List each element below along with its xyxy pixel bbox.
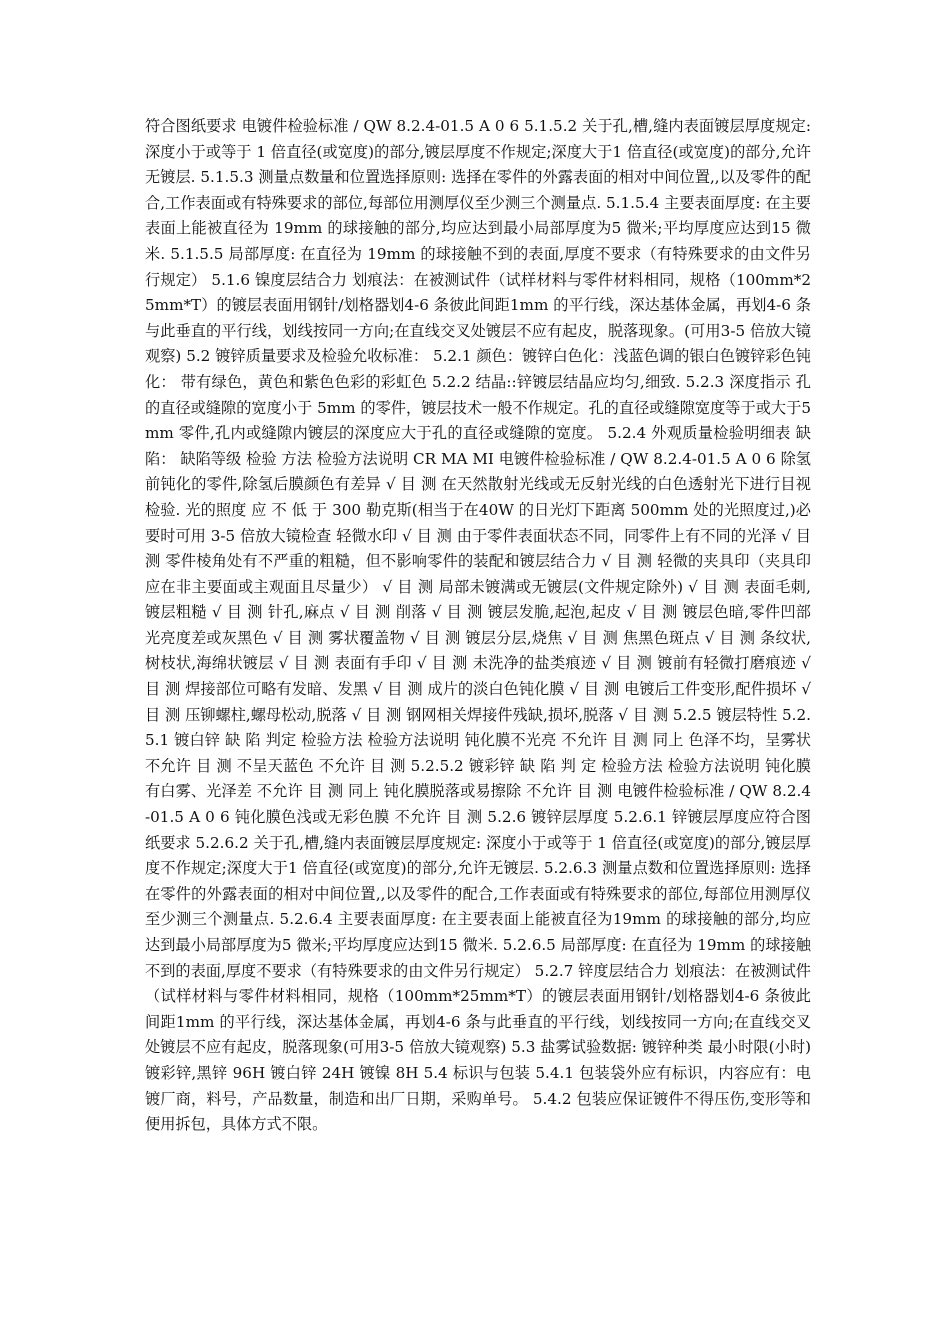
document-body-text: 符合图纸要求 电镀件检验标准 / QW 8.2.4-01.5 A 0 6 5.1.5.2 关于孔,槽,缝内表面镀层厚度规定: 深度小于或等于 1 倍直径(或宽度)的部分,镀层厚度不作规定;深度大于1 倍直径(或宽度)的部分,允许无镀层. 5.1.5.3 测量点数量和位置选择原则: 选择在零件的外露表面的相对中间位置,,以及零件的配合,工作表面或有特殊要求的部位,每部位用测厚仪至少测三个测量点. 5.1.5.4 主要表面厚度: 在主要表面上能被直径为 19mm 的球接触的部分,均应达到最小局部厚度为5 微米;平均厚度应达到15 微米. 5.1.5.5 局部厚度: 在直径为 19mm 的球接触不到的表面,厚度不要求（有特殊要求的由文件另行规定） 5.1.6 镍度层结合力 划痕法：在被测试件（试样材料与零件材料相同，规格（100mm*25mm*T）的镀层表面用钢针/划格器划4-6 条彼此间距1mm 的平行线，深达基体金属，再划4-6 条与此垂直的平行线，划线按同一方向;在直线交叉处镀层不应有起皮，脱落现象。(可用3-5 倍放大镜观察) 5.2 镀锌质量要求及检验允收标准： 5.2.1 颜色：镀锌白色化：浅蓝色调的银白色镀锌彩色钝化： 带有绿色，黄色和紫色色彩的彩虹色 5.2.2 结晶::锌镀层结晶应均匀,细致. 5.2.3 深度指示 孔的直径或缝隙的宽度小于 5mm 的零件，镀层技术一般不作规定。孔的直径或缝隙宽度等于或大于5mm 零件,孔内或缝隙内镀层的深度应大于孔的直径或缝隙的宽度。 5.2.4 外观质量检验明细表 缺 陷： 缺陷等级 检验 方法 检验方法说明 CR MA MI 电镀件检验标准 / QW 8.2.4-01.5 A 0 6 除氢前钝化的零件,除氢后膜颜色有差异 √ 目 测 在天然散射光线或无反射光线的白色透射光下进行目视检验. 光的照度 应 不 低 于 300 勒克斯(相当于在40W 的日光灯下距离 500mm 处的光照度过,)必要时可用 3-5 倍放大镜检查 轻微水印 √ 目 测 由于零件表面状态不同，同零件上有不同的光泽 √ 目 测 零件棱角处有不严重的粗糙，但不影响零件的装配和镀层结合力 √ 目 测 轻微的夹具印（夹具印应在非主要面或主观面且尽量少） √ 目 测 局部未镀满或无镀层(文件规定除外) √ 目 测 表面毛刺,镀层粗糙 √ 目 测 针孔,麻点 √ 目 测 削落 √ 目 测 镀层发脆,起泡,起皮 √ 目 测 镀层色暗,零件凹部光亮度差或灰黑色 √ 目 测 雾状覆盖物 √ 目 测 镀层分层,烧焦 √ 目 测 焦黑色斑点 √ 目 测 条纹状,树枝状,海绵状镀层 √ 目 测 表面有手印 √ 目 测 未洗净的盐类痕迹 √ 目 测 镀前有轻微打磨痕迹 √ 目 测 焊接部位可略有发暗、发黑 √ 目 测 成片的淡白色钝化膜 √ 目 测 电镀后工件变形,配件损坏 √ 目 测 压铆螺柱,螺母松动,脱落 √ 目 测 钢网相关焊接件残缺,损坏,脱落 √ 目 测 5.2.5 镀层特性 5.2.5.1 镀白锌 缺 陷 判定 检验方法 检验方法说明 钝化膜不光亮 不允许 目 测 同上 色泽不均，呈雾状 不允许 目 测 不呈天蓝色 不允许 目 测 5.2.5.2 镀彩锌 缺 陷 判 定 检验方法 检验方法说明 钝化膜有白雾、光泽差 不允许 目 测 同上 钝化膜脱落或易擦除 不允许 目 测 电镀件检验标准 / QW 8.2.4-01.5 A 0 6 钝化膜色浅或无彩色膜 不允许 目 测 5.2.6 镀锌层厚度 5.2.6.1 锌镀层厚度应符合图纸要求 5.2.6.2 关于孔,槽,缝内表面镀层厚度规定: 深度小于或等于 1 倍直径(或宽度)的部分,镀层厚度不作规定;深度大于1 倍直径(或宽度)的部分,允许无镀层. 5.2.6.3 测量点数和位置选择原则: 选择在零件的外露表面的相对中间位置,,以及零件的配合,工作表面或有特殊要求的部位,每部位用测厚仪至少测三个测量点. 5.2.6.4 主要表面厚度: 在主要表面上能被直径为19mm 的球接触的部分,均应达到最小局部厚度为5 微米;平均厚度应达到15 微米. 5.2.6.5 局部厚度: 在直径为 19mm 的球接触不到的表面,厚度不要求（有特殊要求的由文件另行规定） 5.2.7 锌度层结合力 划痕法：在被测试件（试样材料与零件材料相同，规格（100mm*25mm*T）的镀层表面用钢针/划格器划4-6 条彼此间距1mm 的平行线，深达基体金属，再划4-6 条与此垂直的平行线，划线按同一方向;在直线交叉处镀层不应有起皮，脱落现象(可用3-5 倍放大镜观察) 5.3 盐雾试验数据: 镀锌种类 最小时限(小时) 镀彩锌,黑锌 96H 镀白锌 24H 镀镍 8H 5.4 标识与包装 5.4.1 包装袋外应有标识，内容应有：电镀厂商，料号，产品数量，制造和出厂日期，采购单号。 5.4.2 包装应保证镀件不得压伤,变形等和便用拆包，具体方式不限。 bbox=[145, 117, 811, 1134]
